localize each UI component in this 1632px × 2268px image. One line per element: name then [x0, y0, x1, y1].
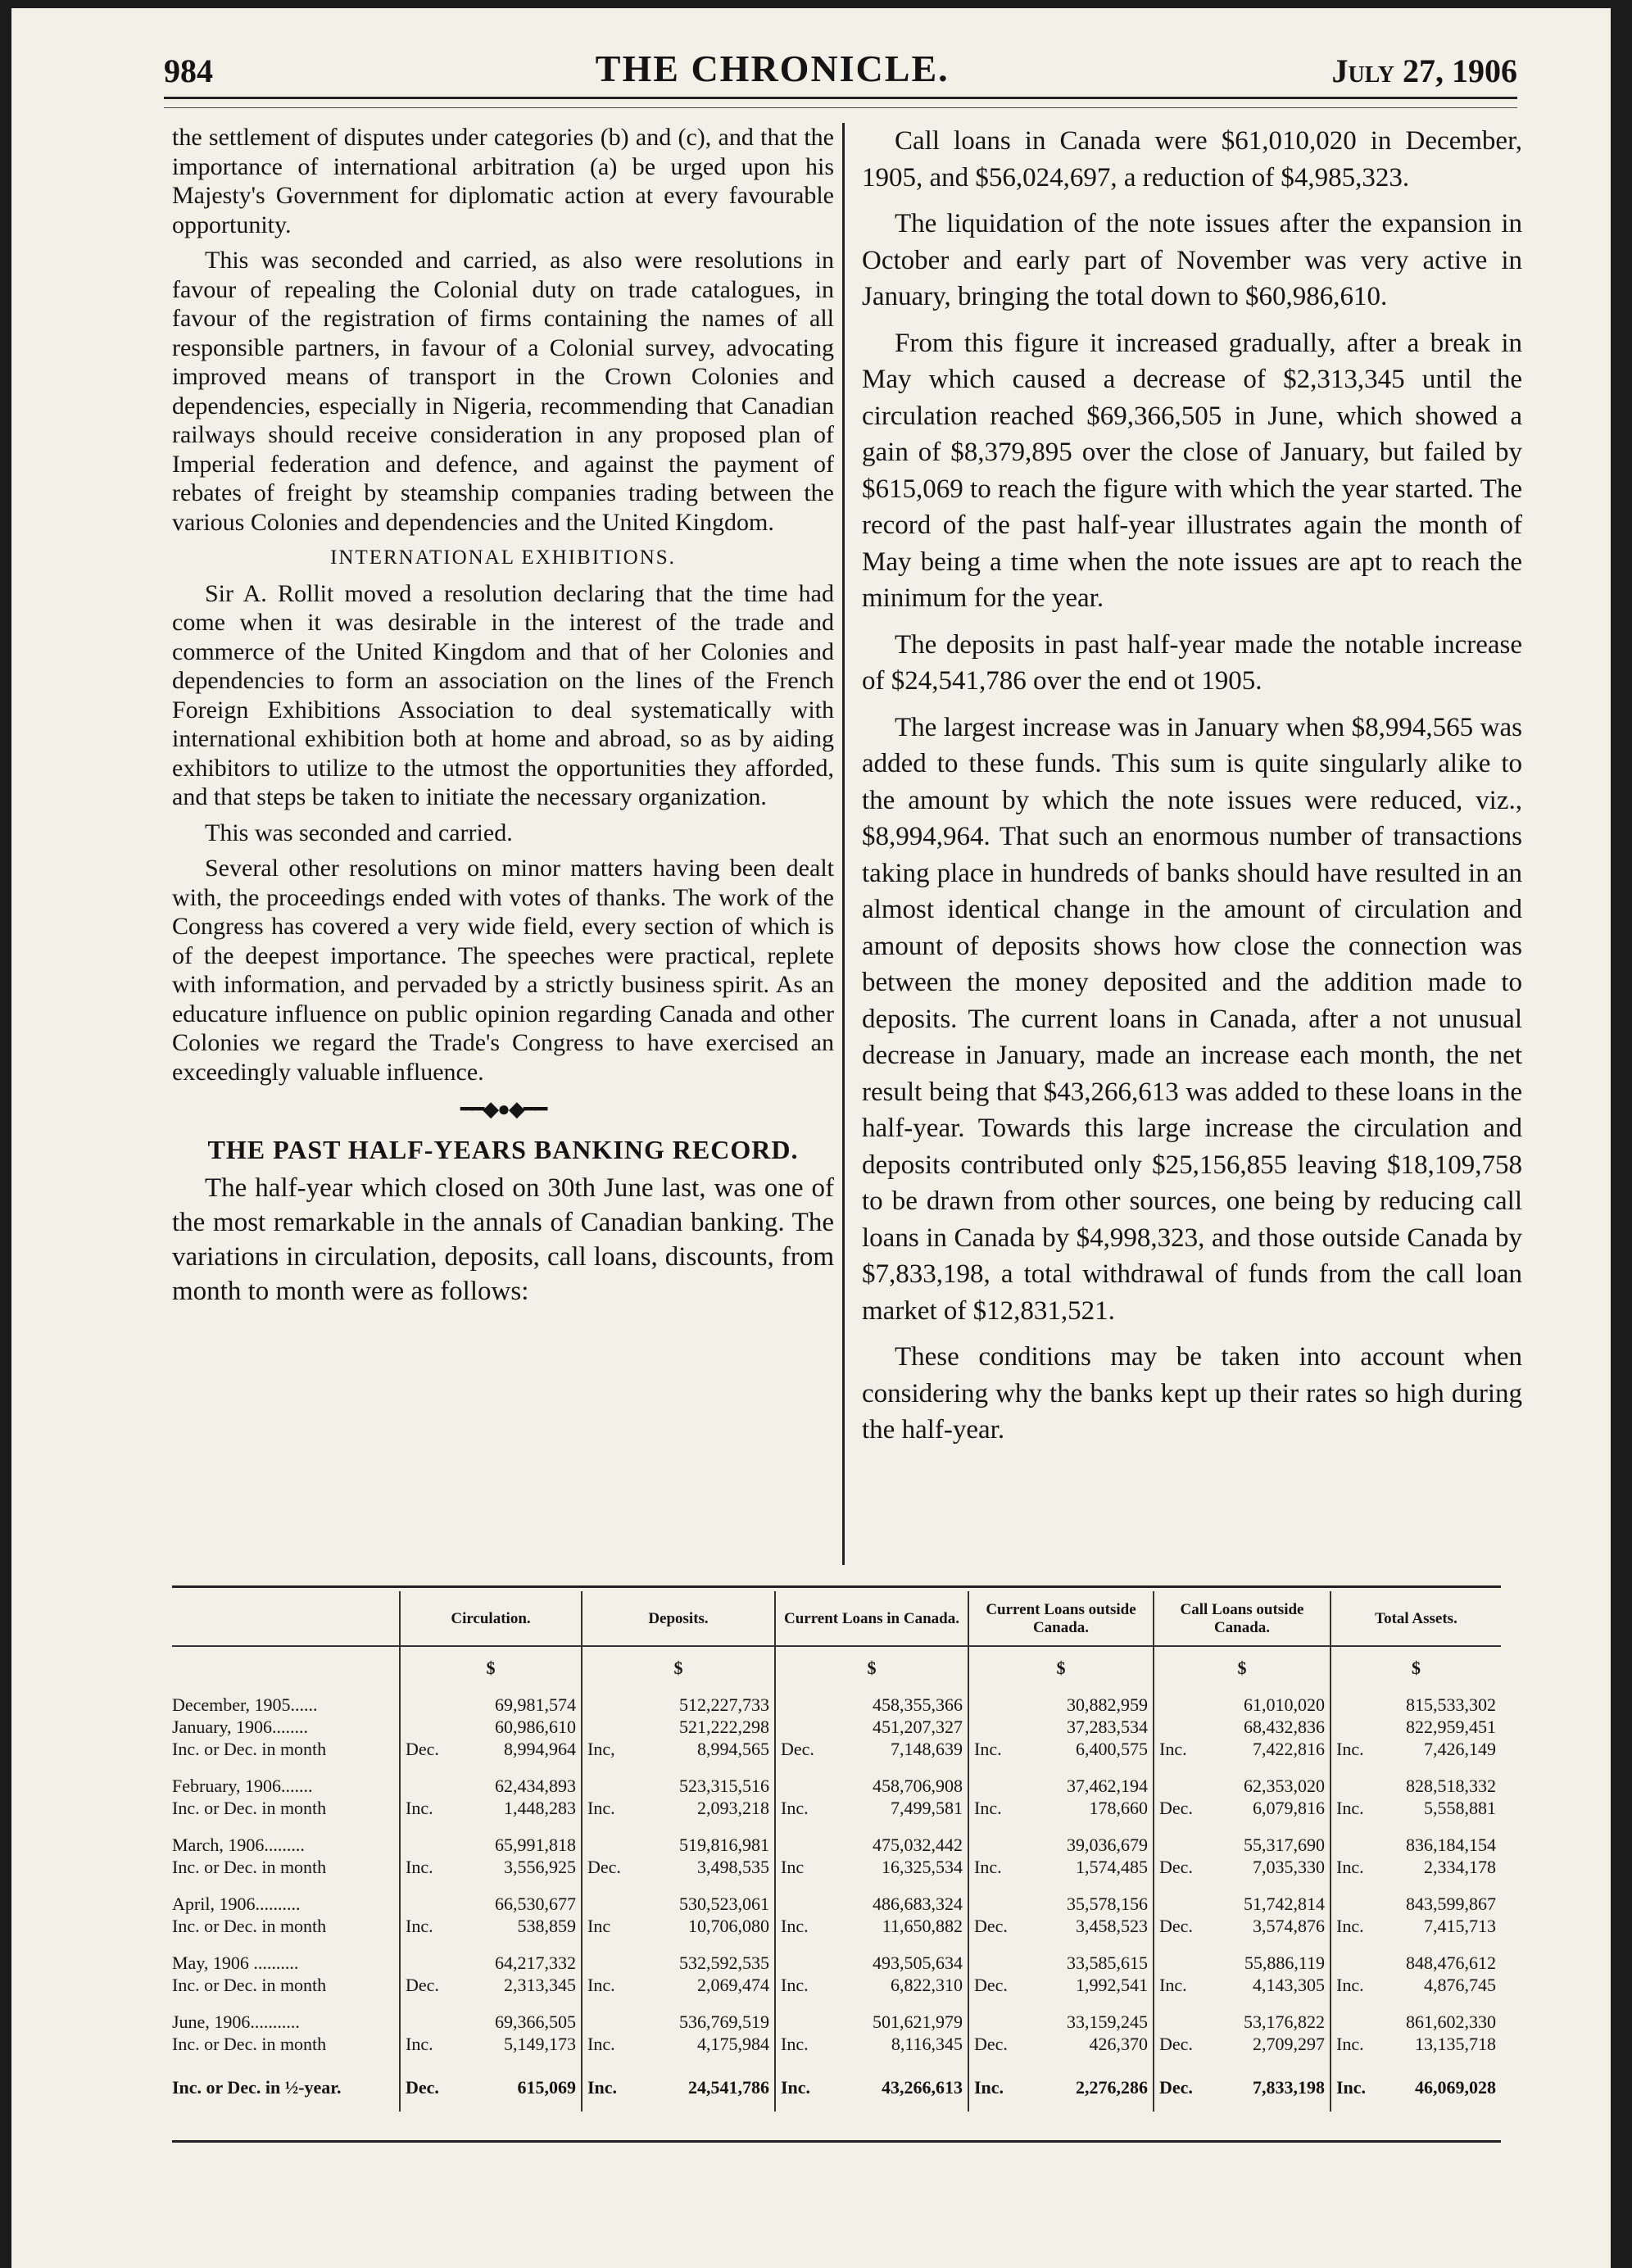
table-row [172, 1915, 1501, 1937]
cell-value: 30,882,959 [1067, 1694, 1148, 1715]
table-cell [1331, 1915, 1501, 1937]
table-cell [775, 1996, 968, 2033]
row-label: Inc. or Dec. in month [172, 1739, 327, 1759]
change-direction: Dec. [406, 1975, 439, 1995]
cell-value: 39,036,679 [1067, 1835, 1148, 1855]
table-cell [775, 1937, 968, 1974]
change-direction: Inc. [406, 2034, 433, 2054]
paragraph: Several other resolutions on minor matters having been dealt with, the proceedings ended with votes of thanks. The work of the Congress has covered a very wide field, every section of which is of the deepest importance. The speeches were practical, replete with information, and pervaded by a strictly business spirit. As an educature influence on public opinion regarding Canada and other Colonies we regard the Trade's Congress to have exercised an exceedingly valuable influence. [172, 855, 834, 1086]
table-cell [582, 1878, 775, 1915]
table-cell [400, 1996, 582, 2033]
cell-value: 836,184,154 [1406, 1835, 1496, 1855]
table-row [172, 2033, 1501, 2055]
table-cell [582, 1679, 775, 1716]
table-cell [1331, 1856, 1501, 1878]
change-direction: Inc. [1336, 2034, 1364, 2054]
paragraph: This was seconded and carried. [205, 819, 513, 846]
paragraph: These conditions may be taken into account when considering why the banks kept up their rates so high during the half-year. [862, 1342, 1522, 1445]
table-cell [775, 2055, 968, 2112]
change-direction: Dec. [974, 2034, 1008, 2054]
row-label: December, 1905...... [172, 1694, 318, 1715]
row-label: Inc. or Dec. in month [172, 1975, 327, 1995]
table-cell [1154, 1878, 1331, 1915]
change-direction: Inc. [781, 2077, 811, 2098]
unit-cell: $ [1154, 1646, 1331, 1679]
cell-value: 53,176,822 [1244, 2012, 1325, 2032]
cell-value: 2,709,297 [1253, 2034, 1325, 2054]
table-cell [1331, 1819, 1501, 1856]
cell-value: 11,650,882 [882, 1916, 963, 1936]
paragraph: From this figure it increased gradually, after a break in May which caused a decrease of $2,313,345 until the circulation reached $69,366,505 in June, which showed a gain of $8,379,895 over the close of January, but failed by $615,069 to reach the figure with which the year started. The record of the past half-year illustrates again the month of May being a time when the note issues are apt to reach the minimum for the year. [862, 328, 1522, 613]
table-cell [400, 1760, 582, 1797]
cell-value: 62,353,020 [1244, 1776, 1325, 1796]
row-label: Inc. or Dec. in month [172, 2034, 327, 2054]
change-direction: Dec. [1159, 1857, 1193, 1877]
cell-value: 1,574,485 [1076, 1857, 1148, 1877]
table-cell [582, 1797, 775, 1819]
change-direction: Dec. [1159, 2077, 1193, 2098]
change-direction: Inc. [587, 1975, 615, 1995]
row-label: Inc. or Dec. in month [172, 1857, 327, 1877]
table-cell [582, 1974, 775, 1996]
cell-value: 486,683,324 [873, 1894, 963, 1914]
table-cell [1331, 1797, 1501, 1819]
table-row [172, 1679, 1501, 1716]
cell-value: 1,992,541 [1076, 1975, 1148, 1995]
row-label: February, 1906....... [172, 1776, 313, 1796]
table-cell [1154, 1937, 1331, 1974]
column-header: Total Assets. [1331, 1591, 1501, 1646]
change-direction: Inc, [587, 1739, 615, 1759]
paragraph: the settlement of disputes under categories (b) and (c), and that the importance of international arbitration (a) be urged upon his Majesty's Government for diplomatic action at every favourable opportunity. [172, 124, 834, 238]
cell-value: 530,523,061 [679, 1894, 769, 1914]
change-direction: Inc. [781, 1975, 809, 1995]
cell-value: 4,876,745 [1424, 1975, 1496, 1995]
cell-value: 7,422,816 [1253, 1739, 1325, 1759]
table-cell [968, 1819, 1154, 1856]
cell-value: 10,706,080 [688, 1916, 769, 1936]
table-cell [400, 1937, 582, 1974]
table-cell [1154, 1738, 1331, 1760]
table-cell [1331, 1716, 1501, 1738]
cell-value: 46,069,028 [1415, 2077, 1496, 2098]
table-cell [1154, 1716, 1331, 1738]
cell-value: 68,432,836 [1244, 1717, 1325, 1737]
table-cell [582, 1915, 775, 1937]
table-cell [775, 1760, 968, 1797]
table-cell [775, 1856, 968, 1878]
paragraph: Call loans in Canada were $61,010,020 in December, 1905, and $56,024,697, a reduction of $4,985,323. [862, 126, 1522, 193]
table-cell [775, 1974, 968, 1996]
table-cell [775, 1878, 968, 1915]
row-label: January, 1906........ [172, 1717, 308, 1737]
table-cell [1331, 1738, 1501, 1760]
table-cell [1154, 1760, 1331, 1797]
cell-value: 7,148,639 [891, 1739, 963, 1759]
table-cell [1331, 1760, 1501, 1797]
cell-value: 523,315,516 [679, 1776, 769, 1796]
table-cell [968, 1738, 1154, 1760]
table-row [172, 1996, 1501, 2033]
change-direction: Inc. [1159, 1975, 1187, 1995]
cell-value: 60,986,610 [495, 1717, 576, 1737]
ornament-divider-icon: ━━◆●◆━━ [460, 1097, 546, 1121]
table-cell [582, 2033, 775, 2055]
change-direction: Dec. [1159, 2034, 1193, 2054]
cell-value: 69,981,574 [495, 1694, 576, 1715]
change-direction: Dec. [587, 1857, 621, 1877]
table-cell [1154, 1915, 1331, 1937]
cell-value: 501,621,979 [873, 2012, 963, 2032]
table-cell [775, 1738, 968, 1760]
change-direction: Dec. [974, 1916, 1008, 1936]
masthead-title: THE CHRONICLE. [595, 48, 950, 89]
table-cell [1154, 1679, 1331, 1716]
table-cell [775, 1915, 968, 1937]
cell-value: 2,334,178 [1424, 1857, 1496, 1877]
row-label: June, 1906........... [172, 2012, 300, 2032]
cell-value: 458,355,366 [873, 1694, 963, 1715]
column-header: Circulation. [400, 1591, 582, 1646]
row-label: Inc. or Dec. in ½-year. [172, 2077, 342, 2098]
cell-value: 8,994,565 [697, 1739, 769, 1759]
page-header [164, 33, 1517, 90]
unit-cell: $ [775, 1646, 968, 1679]
change-direction: Dec. [1159, 1798, 1193, 1818]
cell-value: 51,742,814 [1244, 1894, 1325, 1914]
change-direction: Inc. [1336, 1739, 1364, 1759]
section-heading: THE PAST HALF-YEARS BANKING RECORD. [207, 1134, 799, 1164]
table-cell [1154, 2033, 1331, 2055]
cell-value: 7,833,198 [1253, 2077, 1325, 2098]
change-direction: Inc. [781, 1916, 809, 1936]
cell-value: 55,317,690 [1244, 1835, 1325, 1855]
unit-cell: $ [400, 1646, 582, 1679]
cell-value: 512,227,733 [679, 1694, 769, 1715]
table-cell [400, 1819, 582, 1856]
cell-value: 521,222,298 [679, 1717, 769, 1737]
table-cell [968, 1797, 1154, 1819]
cell-value: 828,518,332 [1406, 1776, 1496, 1796]
table-cell [775, 1797, 968, 1819]
change-direction: Dec. [406, 2077, 439, 2098]
table-cell [775, 1679, 968, 1716]
cell-value: 3,574,876 [1253, 1916, 1325, 1936]
change-direction: Inc. [974, 2077, 1004, 2098]
cell-value: 43,266,613 [882, 2077, 963, 2098]
paragraph: This was seconded and carried, as also were resolutions in favour of repealing the Colonial duty on trade catalogues, in favour of the registration of firms containing the names of all responsible partners, in favour of a Colonial survey, advocating improved means of transport in the Crown Colonies and dependencies, especially in Nigeria, recommending that Canadian railways should receive consideration in any proposed plan of Imperial federation and defence, and against the payment of rebates of freight by steamship companies trading between the various Colonies and dependencies and the United Kingdom. [172, 247, 834, 536]
cell-value: 848,476,612 [1406, 1953, 1496, 1973]
cell-value: 2,276,286 [1076, 2077, 1148, 2098]
table-cell [968, 1856, 1154, 1878]
table-cell [1331, 1937, 1501, 1974]
cell-value: 37,283,534 [1067, 1717, 1148, 1737]
cell-value: 6,822,310 [891, 1975, 963, 1995]
table-cell [968, 1996, 1154, 2033]
change-direction: Inc. [974, 1857, 1002, 1877]
change-direction: Inc. [974, 1739, 1002, 1759]
issue-date: July 27, 1906 [1331, 52, 1517, 89]
cell-value: 5,558,881 [1424, 1798, 1496, 1818]
cell-value: 33,585,615 [1067, 1953, 1148, 1973]
table-top-rule [172, 1585, 1501, 1588]
cell-value: 532,592,535 [679, 1953, 769, 1973]
change-direction: Inc. [1336, 1975, 1364, 1995]
table-row [172, 1738, 1501, 1760]
change-direction: Inc [781, 1857, 805, 1877]
cell-value: 16,325,534 [882, 1857, 963, 1877]
cell-value: 65,991,818 [495, 1835, 576, 1855]
table-row [172, 1856, 1501, 1878]
table-cell [775, 2033, 968, 2055]
paragraph: The liquidation of the note issues after the expansion in October and early part of November was very active in January, bringing the total down to $60,986,610. [862, 209, 1522, 311]
left-column [172, 123, 834, 1315]
column-header [172, 1591, 400, 1646]
header-rule [164, 97, 1517, 108]
cell-value: 35,578,156 [1067, 1894, 1148, 1914]
table-row [172, 1819, 1501, 1856]
cell-value: 8,116,345 [891, 2034, 963, 2054]
cell-value: 7,499,581 [891, 1798, 963, 1818]
cell-value: 615,069 [517, 2077, 576, 2098]
cell-value: 55,886,119 [1244, 1953, 1325, 1973]
unit-cell: $ [1331, 1646, 1501, 1679]
table-cell [400, 1679, 582, 1716]
cell-value: 6,079,816 [1253, 1798, 1325, 1818]
cell-value: 33,159,245 [1067, 2012, 1148, 2032]
cell-value: 24,541,786 [688, 2077, 769, 2098]
table-cell [775, 1716, 968, 1738]
table-cell [400, 2055, 582, 2112]
table-cell [968, 1974, 1154, 1996]
table-row [172, 1974, 1501, 1996]
row-label: March, 1906......... [172, 1835, 305, 1855]
table-cell [968, 1878, 1154, 1915]
table-cell [582, 1738, 775, 1760]
cell-value: 1,448,283 [504, 1798, 576, 1818]
change-direction: Dec. [406, 1739, 439, 1759]
cell-value: 7,426,149 [1424, 1739, 1496, 1759]
unit-cell [172, 1646, 400, 1679]
change-direction: Inc. [587, 2077, 618, 2098]
cell-value: 451,207,327 [873, 1717, 963, 1737]
table-cell [968, 1760, 1154, 1797]
paragraph: Sir A. Rollit moved a resolution declaring that the time had come when it was desirable in the interest of the trade and commerce of the United Kingdom and that of her Colonies and dependencies to form an association on the lines of the French Foreign Exhibitions Association to deal systematically with international exhibition both at home and abroad, so as by aiding exhibitors to utilize to the utmost the opportunities they afforded, and that steps be taken to initiate the necessary organization. [172, 579, 834, 810]
cell-value: 64,217,332 [495, 1953, 576, 1973]
table-cell [1331, 1996, 1501, 2033]
cell-value: 5,149,173 [504, 2034, 576, 2054]
table-cell [968, 1915, 1154, 1937]
cell-value: 843,599,867 [1406, 1894, 1496, 1914]
table-cell [968, 1716, 1154, 1738]
table-cell [582, 1760, 775, 1797]
cell-value: 178,660 [1089, 1798, 1148, 1818]
table-cell [1154, 1819, 1331, 1856]
row-label: May, 1906 .......... [172, 1953, 299, 1973]
column-divider [842, 123, 845, 1565]
cell-value: 2,313,345 [504, 1975, 576, 1995]
unit-cell: $ [582, 1646, 775, 1679]
change-direction: Dec. [974, 1975, 1008, 1995]
table-cell [1154, 1797, 1331, 1819]
table-cell [1331, 1974, 1501, 1996]
change-direction: Inc. [587, 1798, 615, 1818]
cell-value: 493,505,634 [873, 1953, 963, 1973]
paragraph: The largest increase was in January when $8,994,565 was added to these funds. This sum is quite singularly alike to the amount by which the note issues were reduced, viz., $8,994,964. That such an enormous number of transactions taking place in hundreds of banks should have resulted in an almost identical change in the amount of circulation and amount of deposits shows how close the connection was between the money deposited and the addition made to deposits. The current loans in Canada, after a not unusual decrease in January, made an increase each month, the net result being that $43,266,613 was added to these loans in the half-year. Towards this large increase the circulation and deposits contributed only $25,156,855 leaving $18,109,758 to be drawn from other sources, one being by reducing call loans in Canada by $4,998,323, and those outside Canada by $7,833,198, a total withdrawal of funds from the call loan market of $12,831,521. [862, 712, 1522, 1326]
paragraph: The half-year which closed on 30th June last, was one of the most remarkable in the annals of Canadian banking. The variations in circulation, deposits, call loans, discounts, from month to month were as follows: [172, 1173, 834, 1306]
cell-value: 822,959,451 [1406, 1717, 1496, 1737]
cell-value: 3,556,925 [504, 1857, 576, 1877]
table-cell [400, 1878, 582, 1915]
table-cell [775, 1819, 968, 1856]
table-row [172, 2055, 1501, 2112]
table-cell [582, 1819, 775, 1856]
cell-value: 69,366,505 [495, 2012, 576, 2032]
change-direction: Inc [587, 1916, 611, 1936]
cell-value: 8,994,964 [504, 1739, 576, 1759]
table-cell [400, 1738, 582, 1760]
table-cell [1154, 1974, 1331, 1996]
change-direction: Inc. [1159, 1739, 1187, 1759]
cell-value: 62,434,893 [495, 1776, 576, 1796]
change-direction: Inc. [781, 2034, 809, 2054]
table-cell [1331, 1878, 1501, 1915]
subheading-international-exhibitions: INTERNATIONAL EXHIBITIONS. [330, 547, 676, 569]
row-label: Inc. or Dec. in month [172, 1916, 327, 1936]
cell-value: 475,032,442 [873, 1835, 963, 1855]
change-direction: Dec. [1159, 1916, 1193, 1936]
table-cell [1331, 2033, 1501, 2055]
table-cell [968, 1679, 1154, 1716]
change-direction: Inc. [406, 1916, 433, 1936]
cell-value: 861,602,330 [1406, 2012, 1496, 2032]
table-cell [400, 2033, 582, 2055]
table-cell [400, 1915, 582, 1937]
change-direction: Dec. [781, 1739, 814, 1759]
table-cell [400, 1797, 582, 1819]
cell-value: 7,415,713 [1424, 1916, 1496, 1936]
cell-value: 6,400,575 [1076, 1739, 1148, 1759]
table-row [172, 1716, 1501, 1738]
cell-value: 3,498,535 [697, 1857, 769, 1877]
column-header: Call Loans outside Canada. [1154, 1591, 1331, 1646]
unit-row [172, 1646, 1501, 1679]
table-cell [582, 1856, 775, 1878]
cell-value: 2,093,218 [697, 1798, 769, 1818]
table-cell [1154, 1996, 1331, 2033]
change-direction: Inc. [974, 1798, 1002, 1818]
page-number: 984 [164, 52, 213, 89]
cell-value: 2,069,474 [697, 1975, 769, 1995]
table-row [172, 1937, 1501, 1974]
row-label: Inc. or Dec. in month [172, 1798, 327, 1818]
cell-value: 37,462,194 [1067, 1776, 1148, 1796]
change-direction: Inc. [1336, 1857, 1364, 1877]
cell-value: 4,175,984 [697, 2034, 769, 2054]
cell-value: 61,010,020 [1244, 1694, 1325, 1715]
cell-value: 458,706,908 [873, 1776, 963, 1796]
table-header-row [172, 1591, 1501, 1646]
change-direction: Inc. [1336, 1916, 1364, 1936]
table-row [172, 1878, 1501, 1915]
cell-value: 4,143,305 [1253, 1975, 1325, 1995]
cell-value: 426,370 [1089, 2034, 1148, 2054]
table-bottom-rule [172, 2140, 1501, 2143]
table-cell [968, 2055, 1154, 2112]
table-cell [968, 2033, 1154, 2055]
table-cell [400, 1856, 582, 1878]
cell-value: 519,816,981 [679, 1835, 769, 1855]
cell-value: 815,533,302 [1406, 1694, 1496, 1715]
table-cell [582, 1937, 775, 1974]
change-direction: Inc. [1336, 1798, 1364, 1818]
table-cell [582, 1716, 775, 1738]
column-header: Current Loans outside Canada. [968, 1591, 1154, 1646]
table-cell [1154, 2055, 1331, 2112]
table-cell [400, 1974, 582, 1996]
table-cell [582, 1996, 775, 2033]
column-header: Current Loans in Canada. [775, 1591, 968, 1646]
right-column [862, 123, 1522, 1458]
change-direction: Inc. [1336, 2077, 1367, 2098]
cell-value: 3,458,523 [1076, 1916, 1148, 1936]
table-cell [1154, 1856, 1331, 1878]
table-cell [968, 1937, 1154, 1974]
table-cell [1331, 1679, 1501, 1716]
table-cell [400, 1716, 582, 1738]
cell-value: 538,859 [517, 1916, 576, 1936]
banking-record-table [172, 1591, 1501, 2112]
cell-value: 66,530,677 [495, 1894, 576, 1914]
cell-value: 7,035,330 [1253, 1857, 1325, 1877]
row-label: April, 1906.......... [172, 1894, 301, 1914]
table-row [172, 1797, 1501, 1819]
cell-value: 536,769,519 [679, 2012, 769, 2032]
change-direction: Inc. [406, 1798, 433, 1818]
column-header: Deposits. [582, 1591, 775, 1646]
table-cell [582, 2055, 775, 2112]
change-direction: Inc. [587, 2034, 615, 2054]
table-cell [1331, 2055, 1501, 2112]
unit-cell: $ [968, 1646, 1154, 1679]
table-row [172, 1760, 1501, 1797]
paragraph: The deposits in past half-year made the notable increase of $24,541,786 over the end ot 1905. [862, 629, 1522, 696]
change-direction: Inc. [406, 1857, 433, 1877]
cell-value: 13,135,718 [1415, 2034, 1496, 2054]
change-direction: Inc. [781, 1798, 809, 1818]
